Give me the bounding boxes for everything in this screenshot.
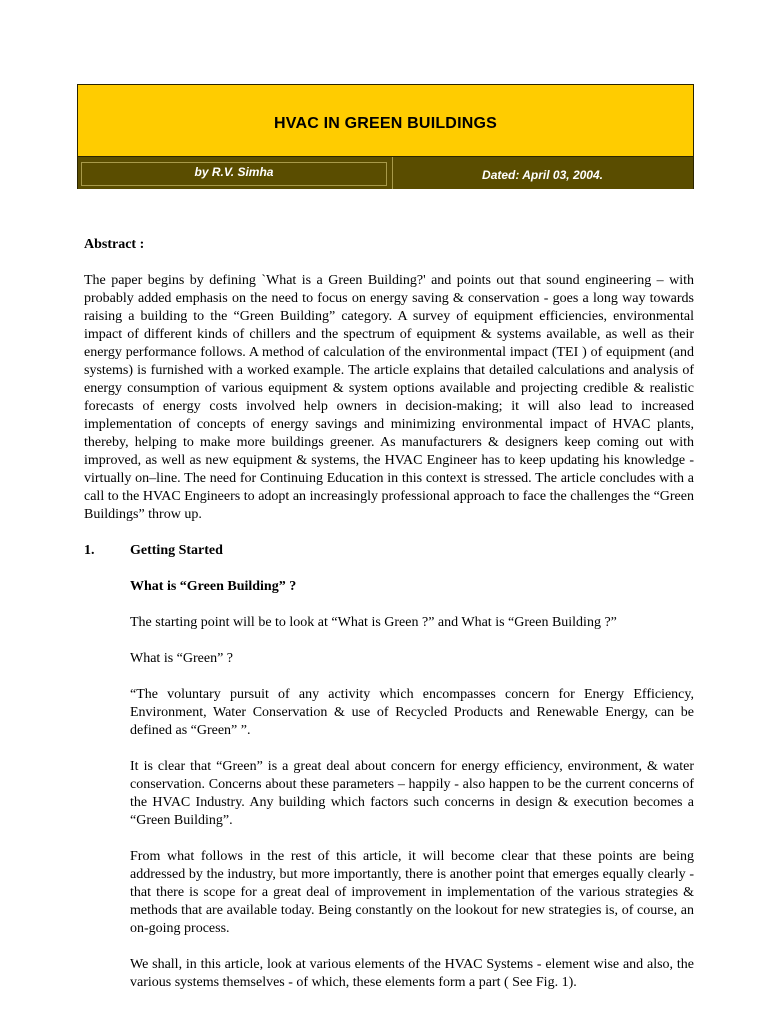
date: Dated: April 03, 2004.	[482, 168, 603, 182]
abstract-heading: Abstract :	[84, 237, 145, 252]
paragraph: It is clear that “Green” is a great deal about concern for energy efficiency, environment, & water conservation. Concerns about these parameters – happily - also happen to be the current concerns of the HVAC Industry. Any building which factors such concerns in design & execution becomes a “Green Building”.	[130, 759, 694, 828]
author-cell	[81, 162, 387, 186]
title-banner	[77, 84, 694, 189]
title-bar	[78, 85, 693, 157]
document-title: HVAC IN GREEN BUILDINGS	[274, 114, 497, 132]
subheading: What is “Green Building” ?	[130, 579, 297, 594]
section-heading	[84, 542, 694, 560]
paragraph: “The voluntary pursuit of any activity which encompasses concern for Energy Efficiency, Environment, Water Conservation & use of Recycled Products and Renewable Energy, can be defined as “Green” ”.	[130, 687, 694, 738]
date-cell	[392, 157, 692, 189]
byline-bar	[78, 157, 693, 189]
paragraph: From what follows in the rest of this article, it will become clear that these points are being addressed by the industry, but more importantly, there is another point that emerges equally clearly - that there is scope for a great deal of improvement in implementation of the various strategies & methods that are available today. Being constantly on the lookout for new strategies is, of course, an on-going process.	[130, 849, 694, 936]
section-number: 1.	[84, 543, 95, 558]
paragraph: We shall, in this article, look at various elements of the HVAC Systems - element wise and also, the various systems themselves - of which, these elements form a part ( See Fig. 1).	[130, 957, 694, 990]
paragraph: The starting point will be to look at “What is Green ?” and What is “Green Building ?”	[130, 615, 617, 630]
section-title: Getting Started	[130, 543, 223, 558]
paragraph: What is “Green” ?	[130, 651, 233, 666]
document-body	[84, 236, 694, 992]
author: by R.V. Simha	[194, 165, 274, 179]
abstract-text: The paper begins by defining `What is a Green Building?' and points out that sound engineering – with probably added emphasis on the need to focus on energy saving & conservation - goes a long way towards raising a building to the “Green Building” category. A survey of equipment efficiencies, environmental impact of different kinds of chillers and the spectrum of equipment & systems available, as well as their energy performance follows. A method of calculation of the environmental impact (TEI ) of equipment (and systems) is furnished with a worked example. The article explains that detailed calculations and analysis of energy consumption of various equipment & system options available and projecting credible & realistic forecasts of energy costs involved help owners in decision-making; it will also lead to increased implementation of concepts of energy savings and minimizing environmental impact of HVAC plants, thereby, helping to make more buildings greener. As manufacturers & designers keep coming out with improved, as well as new equipment & systems, the HVAC Engineer has to keep updating his knowledge - virtually on–line. The need for Continuing Education in this context is stressed. The article concludes with a call to the HVAC Engineers to adopt an increasingly professional approach to face the challenges the “Green Buildings” throw up.	[84, 273, 694, 522]
